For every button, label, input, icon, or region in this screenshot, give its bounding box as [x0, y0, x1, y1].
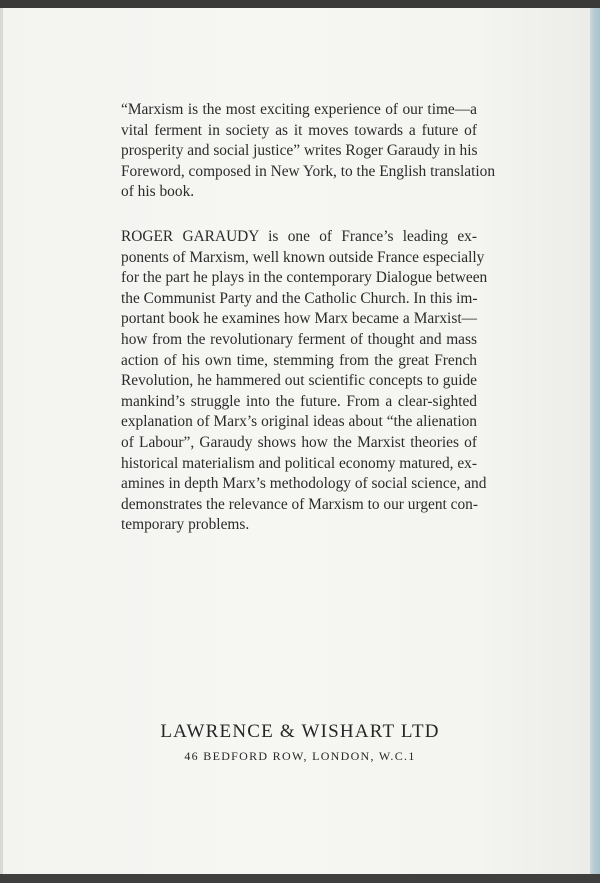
text-line: “Marxism is the most exciting experience of our time—a: [121, 101, 477, 118]
text-line: portant book he examines how Marx became a Marxist—: [121, 310, 477, 328]
text-line: how from the revolutionary ferment of thought and mass: [121, 330, 477, 348]
blurb-text: [121, 100, 496, 536]
text-line: historical materialism and political economy matured, ex-: [121, 454, 478, 472]
publisher-name: LAWRENCE & WISHART LTD: [160, 721, 440, 742]
text-line: amines in depth Marx’s methodology of social science, and: [121, 475, 487, 493]
text-line: demonstrates the relevance of Marxism to our urgent con-: [121, 495, 479, 513]
text-line: action of his own time, stemming from the great French: [121, 351, 477, 369]
text-line: Revolution, he hammered out scientific concepts to guide: [121, 372, 477, 390]
publisher-address: 46 BEDFORD ROW, LONDON, W.C.1: [184, 749, 416, 763]
text-line: temporary problems.: [121, 516, 250, 534]
publisher-imprint: [0, 720, 600, 765]
text-line: ROGER GARAUDY is one of France’s leading ex-: [121, 227, 477, 245]
scan-top-edge: [0, 0, 600, 8]
scan-bottom-edge: [0, 874, 600, 883]
text-line: the Communist Party and the Catholic Church. In this im-: [121, 289, 478, 307]
text-line: prosperity and social justice” writes Roger Garaudy in his: [121, 142, 478, 160]
text-line: explanation of Marx’s original ideas about “the alienation: [121, 413, 477, 431]
text-line: ponents of Marxism, well known outside France especially: [121, 248, 485, 266]
text-line: Foreword, composed in New York, to the English translation: [121, 162, 496, 180]
text-line: vital ferment in society as it moves towards a future of: [121, 121, 477, 139]
quote-paragraph: [121, 100, 496, 203]
author-description-paragraph: [121, 227, 488, 536]
text-line: of Labour”, Garaudy shows how the Marxist theories of: [121, 433, 477, 451]
text-line: mankind’s struggle into the future. From a clear-sighted: [121, 392, 477, 410]
text-line: for the part he plays in the contemporary Dialogue between: [121, 269, 488, 287]
text-line: of his book.: [121, 183, 195, 201]
